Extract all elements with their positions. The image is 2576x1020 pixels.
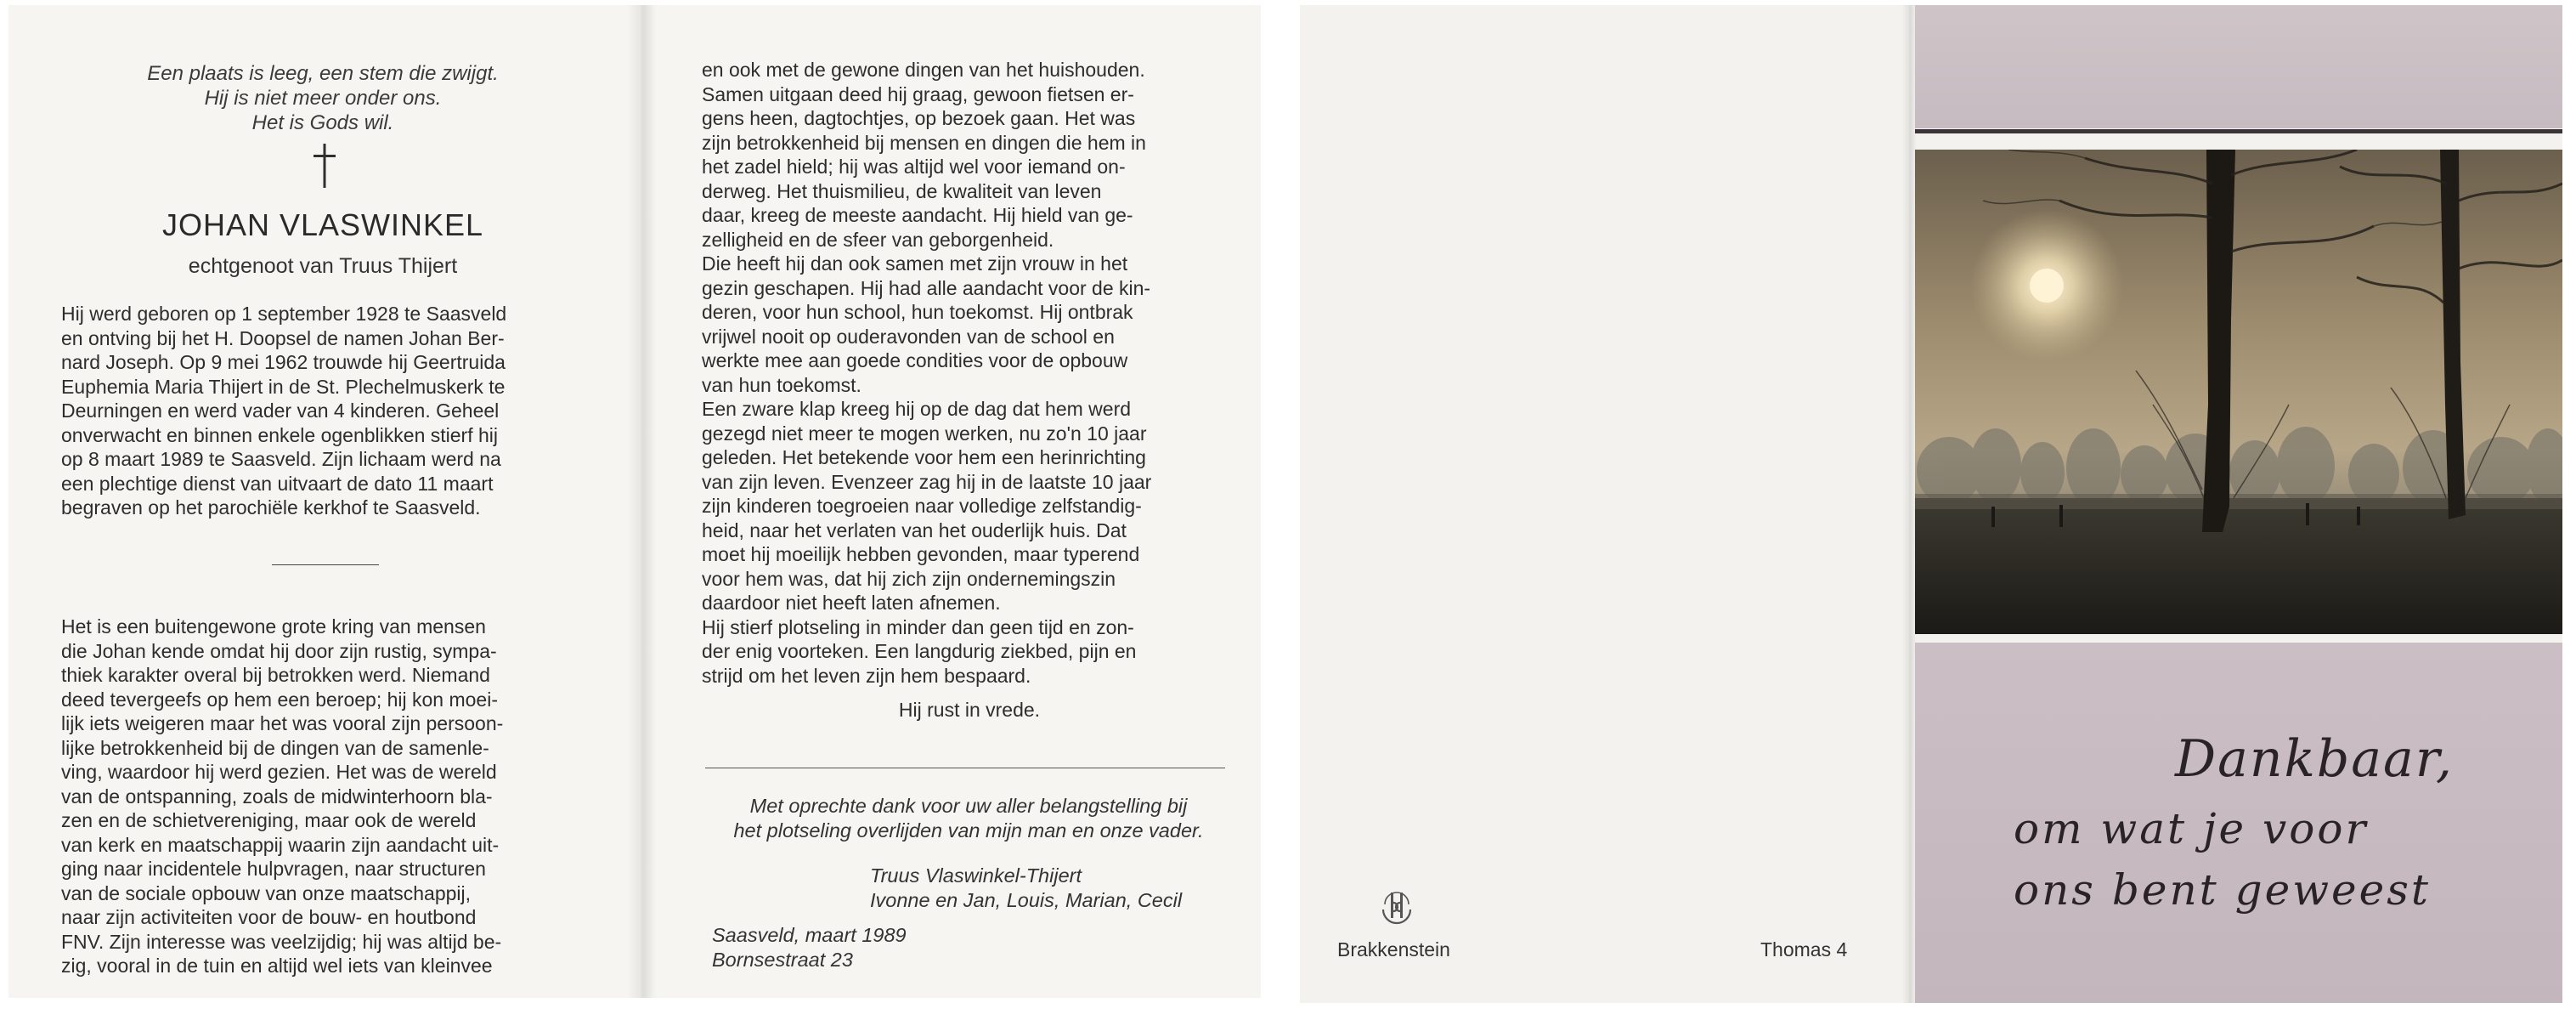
tribute-line: van hun toekomst.: [702, 373, 861, 396]
deceased-name: JOHAN VLASWINKEL: [161, 207, 484, 242]
card-fold: [627, 5, 656, 998]
tribute-line: gezegd niet meer te mogen werken, nu zo'n 10 jaar: [702, 422, 1147, 445]
tribute-line: gezin geschapen. Hij had alle aandacht voor de kin-: [702, 276, 1151, 299]
tribute-line: zen en de schietvereniging, maar ook de wereld: [61, 809, 477, 831]
bio-line: Hij werd geboren op 1 september 1928 te Saasveld: [61, 303, 507, 325]
tribute-line: moet hij moeilijk hebben gevonden, maar typerend: [702, 543, 1140, 565]
tribute-column-2: [702, 58, 1237, 722]
tribute-line: zig, vooral in de tuin en altijd wel iets van kleinvee: [61, 955, 493, 977]
tribute-line: voor hem was, dat hij zich zijn ondernemingszin: [702, 567, 1116, 590]
tribute-line: geleden. Het betekende voor hem een herinrichting: [702, 446, 1146, 468]
verse-line: Een plaats is leeg, een stem die zwijgt.: [147, 62, 499, 85]
band-rule: [1915, 129, 2562, 133]
bio-line: een plechtige dienst van uitvaart de dato 11 maart: [61, 472, 494, 495]
inscription-line: ons bent geweest: [2014, 865, 2431, 915]
tribute-line: der enig voorteken. Een langdurig ziekbed, pijn en: [702, 640, 1137, 662]
signers: [870, 864, 1182, 913]
tribute-line: het zadel hield; hij was altijd wel voor iemand on-: [702, 156, 1126, 178]
closing-line: Hij rust in vrede.: [898, 699, 1041, 721]
tribute-line: FNV. Zijn interesse was veelzijdig; hij was altijd be-: [61, 930, 502, 953]
bio-line: nard Joseph. Op 9 mei 1962 trouwde hij Geertruida: [61, 351, 506, 373]
tribute-line: van zijn leven. Evenzeer zag hij in de laatste 10 jaar: [702, 470, 1152, 493]
memorial-card-inside: [8, 5, 1261, 998]
thanks-line: het plotseling overlijden van mijn man en onze vader.: [733, 819, 1204, 842]
thanks-note: [705, 794, 1232, 843]
tribute-line: van de sociale opbouw van onze maatschappij,: [61, 881, 472, 904]
tribute-line: zelligheid en de sfeer van geborgenheid.: [702, 228, 1054, 251]
landscape-photo: [1915, 150, 2562, 634]
tribute-line: ving, waardoor hij werd gezien. Het was de wereld: [61, 761, 497, 783]
tribute-line: Hij stierf plotseling in minder dan geen tijd en zon-: [702, 615, 1134, 638]
bio-line: op 8 maart 1989 te Saasveld. Zijn lichaam werd na: [61, 448, 501, 470]
tribute-line: zijn betrokkenheid bij mensen en dingen die hem in: [702, 131, 1146, 154]
tribute-line: gens heen, dagtochtjes, op bezoek gaan. Het was: [702, 107, 1136, 129]
misty-sunrise-trees-photo: [1915, 150, 2562, 634]
tribute-line: lijke betrokkenheid bij de dingen van de samenle-: [61, 736, 489, 759]
tribute-column-1: [61, 615, 596, 978]
thanks-line: Met oprechte dank voor uw aller belangstelling bij: [749, 795, 1188, 817]
tribute-line: deed tevergeefs op hem een beroep; hij kon moei-: [61, 688, 498, 711]
tribute-line: en ook met de gewone dingen van het huishouden.: [702, 59, 1145, 81]
tribute-line: naar zijn activiteiten voor de bouw- en houtbond: [61, 906, 477, 928]
tribute-line: vrijwel nooit op ouderavonden van de school en: [702, 325, 1115, 348]
tribute-line: Het is een buitengewone grote kring van mensen: [61, 615, 486, 638]
tribute-line: strijd om het leven zijn hem bespaard.: [702, 664, 1031, 687]
tribute-line: ging naar incidentele hulpvragen, naar structuren: [61, 858, 486, 880]
tribute-line: thiek karakter overal bij betrokken werd. Niemand: [61, 664, 490, 686]
signer-line: Truus Vlaswinkel-Thijert: [870, 864, 1082, 887]
tribute-line: die Johan kende omdat hij door zijn rustig, sympa-: [61, 639, 497, 662]
biography: [61, 302, 596, 520]
inscription-line: om wat je voor: [2014, 804, 2369, 853]
tribute-line: Een zware klap kreeg hij op de dag dat hem werd: [702, 398, 1132, 420]
bio-line: onverwacht en binnen enkele ogenblikken stierf hij: [61, 423, 498, 446]
place-line: Saasveld, maart 1989: [712, 924, 907, 946]
tribute-line: heid, naar het verlaten van het ouderlijk huis. Dat: [702, 518, 1127, 541]
inscription-line: Dankbaar,: [2175, 729, 2454, 789]
tribute-line: daar, kreeg de meeste aandacht. Hij hield van ge-: [702, 204, 1133, 226]
verse-line: Het is Gods wil.: [251, 111, 394, 134]
tribute-line: van kerk en maatschappij waarin zijn aandacht uit-: [61, 833, 500, 856]
latin-cross-icon: [311, 144, 338, 188]
brakkenstein-logo-icon: [1373, 886, 1421, 933]
publisher-name: Brakkenstein: [1337, 938, 1450, 960]
tribute-line: Die heeft hij dan ook samen met zijn vrouw in het: [702, 252, 1128, 275]
signer-line: Ivonne en Jan, Louis, Marian, Cecil: [870, 889, 1183, 911]
opening-verse: [59, 61, 586, 135]
tribute-line: daardoor niet heeft laten afnemen.: [702, 592, 1001, 614]
memorial-card-cover: [1300, 5, 2562, 1003]
series-label: Thomas 4: [1760, 938, 1848, 960]
bio-line: Euphemia Maria Thijert in de St. Plechelmuskerk te: [61, 375, 506, 398]
cover-inscription: [2014, 729, 2454, 915]
tribute-line: lijk iets weigeren maar het was vooral zijn persoon-: [61, 712, 504, 734]
tribute-line: werkte mee aan goede condities voor de opbouw: [702, 349, 1128, 371]
section-divider: [272, 564, 379, 565]
tribute-line: van de ontspanning, zoals de midwinterhoorn bla-: [61, 785, 493, 808]
tribute-line: deren, voor hun school, hun toekomst. Hij ontbrak: [702, 301, 1133, 323]
tribute-line: zijn kinderen toegroeien naar volledige zelfstandig-: [702, 495, 1142, 517]
bio-line: en ontving bij het H. Doopsel de namen Johan Ber-: [61, 326, 505, 349]
verse-line: Hij is niet meer onder ons.: [204, 87, 442, 110]
bio-line: begraven op het parochiële kerkhof te Saasveld.: [61, 496, 481, 518]
tribute-line: derweg. Het thuismilieu, de kwaliteit van leven: [702, 179, 1102, 202]
cover-band-top: [1915, 5, 2562, 128]
address-line: Bornsestraat 23: [712, 949, 853, 971]
bio-line: Deurningen en werd vader van 4 kinderen. Geheel: [61, 400, 500, 422]
place-date: [712, 923, 907, 972]
spouse-line: echtgenoot van Truus Thijert: [188, 254, 458, 278]
tribute-line: Samen uitgaan deed hij graag, gewoon fietsen er-: [702, 82, 1134, 105]
